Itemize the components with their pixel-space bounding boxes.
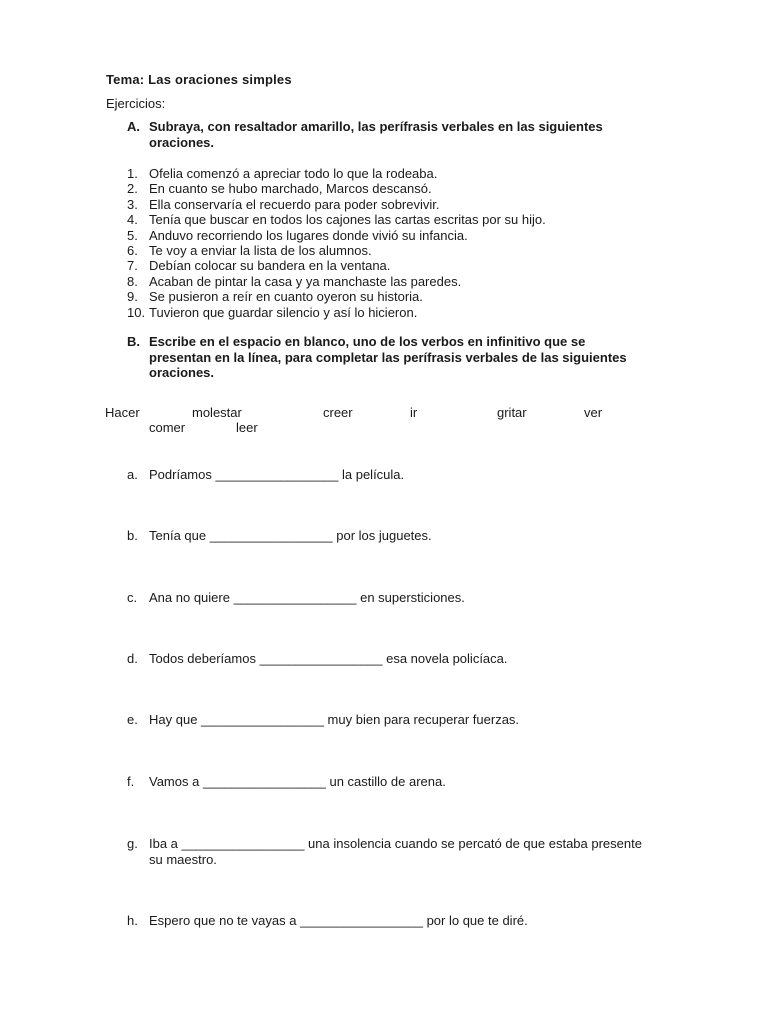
verb-option: Hacer [105,405,140,420]
list-item: 2. En cuanto se hubo marchado, Marcos descansó. [127,181,432,197]
verb-option: ir [410,405,418,420]
section-b-letter: B. [127,334,140,349]
section-b-instruction: Escribe en el espacio en blanco, uno de los verbos en infinitivo que se presentan en la línea, para completar las perífrasis verbales de las siguientes oraciones. [149,334,627,380]
section-a-list [127,166,546,320]
list-item: 3. Ella conservaría el recuerdo para poder sobrevivir. [127,196,440,212]
exercises-label: Ejercicios: [106,96,166,111]
fill-in-item: e. Hay que _________________ muy bien para recuperar fuerzas. [127,712,520,727]
fill-in-item: f. Vamos a _________________ un castillo de arena. [127,774,446,789]
verb-option: comer [149,420,186,435]
list-item: 6. Te voy a enviar la lista de los alumnos. [127,243,372,259]
verb-option: creer [323,405,353,420]
verb-option: leer [236,420,258,435]
list-item: 7. Debían colocar su bandera en la ventana. [127,258,391,274]
fill-in-item: c. Ana no quiere _________________ en supersticiones. [127,590,465,605]
list-item: 8. Acaban de pintar la casa y ya manchaste las paredes. [127,273,462,289]
list-item: 4. Tenía que buscar en todos los cajones las cartas escritas por su hijo. [127,212,546,228]
fill-in-item: a. Podríamos _________________ la película. [127,467,405,482]
verb-option: gritar [497,405,527,420]
fill-in-item: d. Todos deberíamos _________________ esa novela policíaca. [127,651,508,666]
list-item: 5. Anduvo recorriendo los lugares donde vivió su infancia. [127,227,468,243]
fill-in-item: g. Iba a _________________ una insolencia cuando se percató de que estaba presente su maestro. [127,836,642,867]
verb-option: ver [584,405,603,420]
verb-option: molestar [192,405,242,420]
section-a-instruction: Subraya, con resaltador amarillo, las perífrasis verbales en las siguientes oraciones. [149,119,603,150]
section-b-heading [127,334,649,381]
list-item: 10. Tuvieron que guardar silencio y así lo hicieron. [127,304,418,320]
page-title: Tema: Las oraciones simples [106,72,292,87]
list-item: 9. Se pusieron a reír en cuanto oyeron su historia. [127,289,423,305]
section-a-letter: A. [127,119,140,134]
section-a-heading [127,119,649,150]
fill-in-item: h. Espero que no te vayas a _________________ por lo que te diré. [127,913,528,928]
list-item: 1. Ofelia comenzó a apreciar todo lo que la rodeaba. [127,166,438,181]
fill-in-item: b. Tenía que _________________ por los juguetes. [127,528,432,543]
